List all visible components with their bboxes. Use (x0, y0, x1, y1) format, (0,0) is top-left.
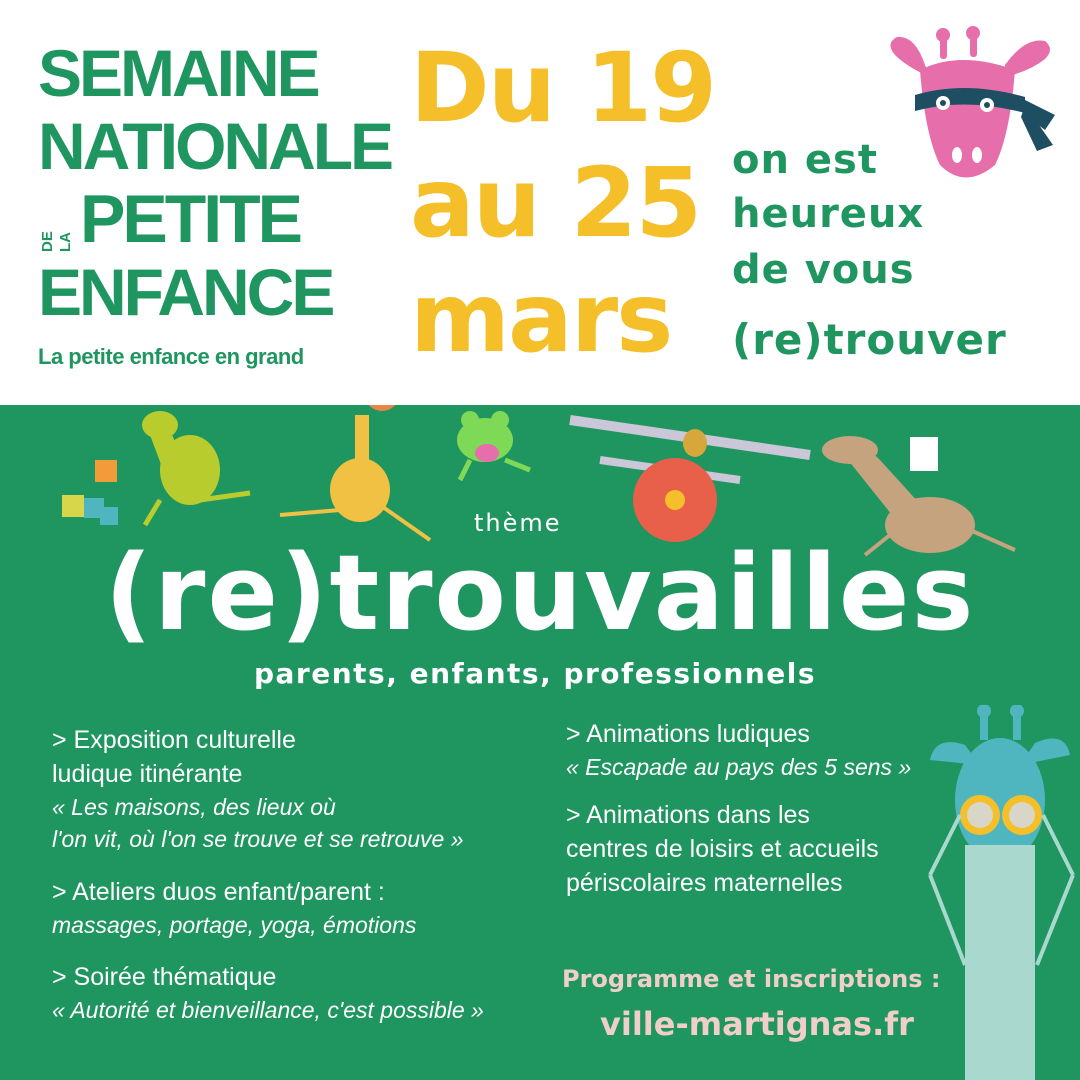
header-section (0, 0, 1080, 405)
activity-exposition (52, 723, 464, 855)
welcome-line-3: de vous (732, 247, 915, 293)
logo-line-semaine: SEMAINE (38, 36, 318, 110)
activity-title: > Ateliers duos enfant/parent : (52, 878, 385, 906)
activity-title: > Soirée thématique (52, 963, 277, 991)
logo-de: DE (39, 231, 56, 252)
welcome-line-2: heureux (732, 191, 925, 237)
theme-subtitle (0, 657, 1080, 690)
activity-ateliers (52, 875, 416, 941)
binocular-giraffe-illustration (925, 705, 1075, 1080)
date-line-start: Du 19 (410, 32, 716, 144)
date-line-month: mars (410, 262, 672, 374)
activity-centres-loisirs (566, 798, 879, 900)
logo-line-petite: PETITE (80, 181, 301, 257)
welcome-line-1: on est (732, 137, 878, 183)
activity-soiree (52, 960, 484, 1026)
activity-detail: massages, portage, yoga, émotions (52, 912, 417, 938)
theme-subtitle-text: parents, enfants, professionnels (253, 657, 817, 690)
activity-title-line: centres de loisirs et accueils (566, 835, 879, 863)
activity-detail: « Escapade au pays des 5 sens » (566, 754, 912, 780)
activity-detail-line: l'on vit, où l'on se trouve et se retrouve » (52, 826, 464, 852)
welcome-line-4: (re)trouver (732, 315, 1007, 364)
activity-title-line: > Animations dans les (566, 801, 810, 829)
theme-label: thème (474, 509, 562, 537)
activity-title: > Animations ludiques (566, 720, 810, 748)
date-line-end: au 25 (410, 147, 701, 259)
logo-tagline: La petite enfance en grand (38, 344, 304, 369)
logo-line-enfance: ENFANCE (38, 255, 333, 329)
program-label: Programme et inscriptions : (562, 965, 941, 993)
activity-title-line: > Exposition culturelle (52, 726, 296, 754)
theme-title: (re)trouvailles (104, 532, 976, 654)
program-url-link[interactable]: ville-martignas.fr (600, 1005, 914, 1043)
activity-title-line: périscolaires maternelles (566, 869, 843, 897)
logo-line-nationale: NATIONALE (38, 109, 392, 183)
activity-animations-ludiques (566, 717, 911, 783)
program-section (0, 405, 1080, 1080)
activity-detail-line: « Les maisons, des lieux où (52, 794, 336, 820)
masked-giraffe-illustration (885, 25, 1060, 185)
logo-de-la (38, 190, 80, 254)
logo-la: LA (57, 232, 74, 252)
activity-detail: « Autorité et bienveillance, c'est possible » (52, 997, 484, 1023)
activity-title-line: ludique itinérante (52, 760, 243, 788)
